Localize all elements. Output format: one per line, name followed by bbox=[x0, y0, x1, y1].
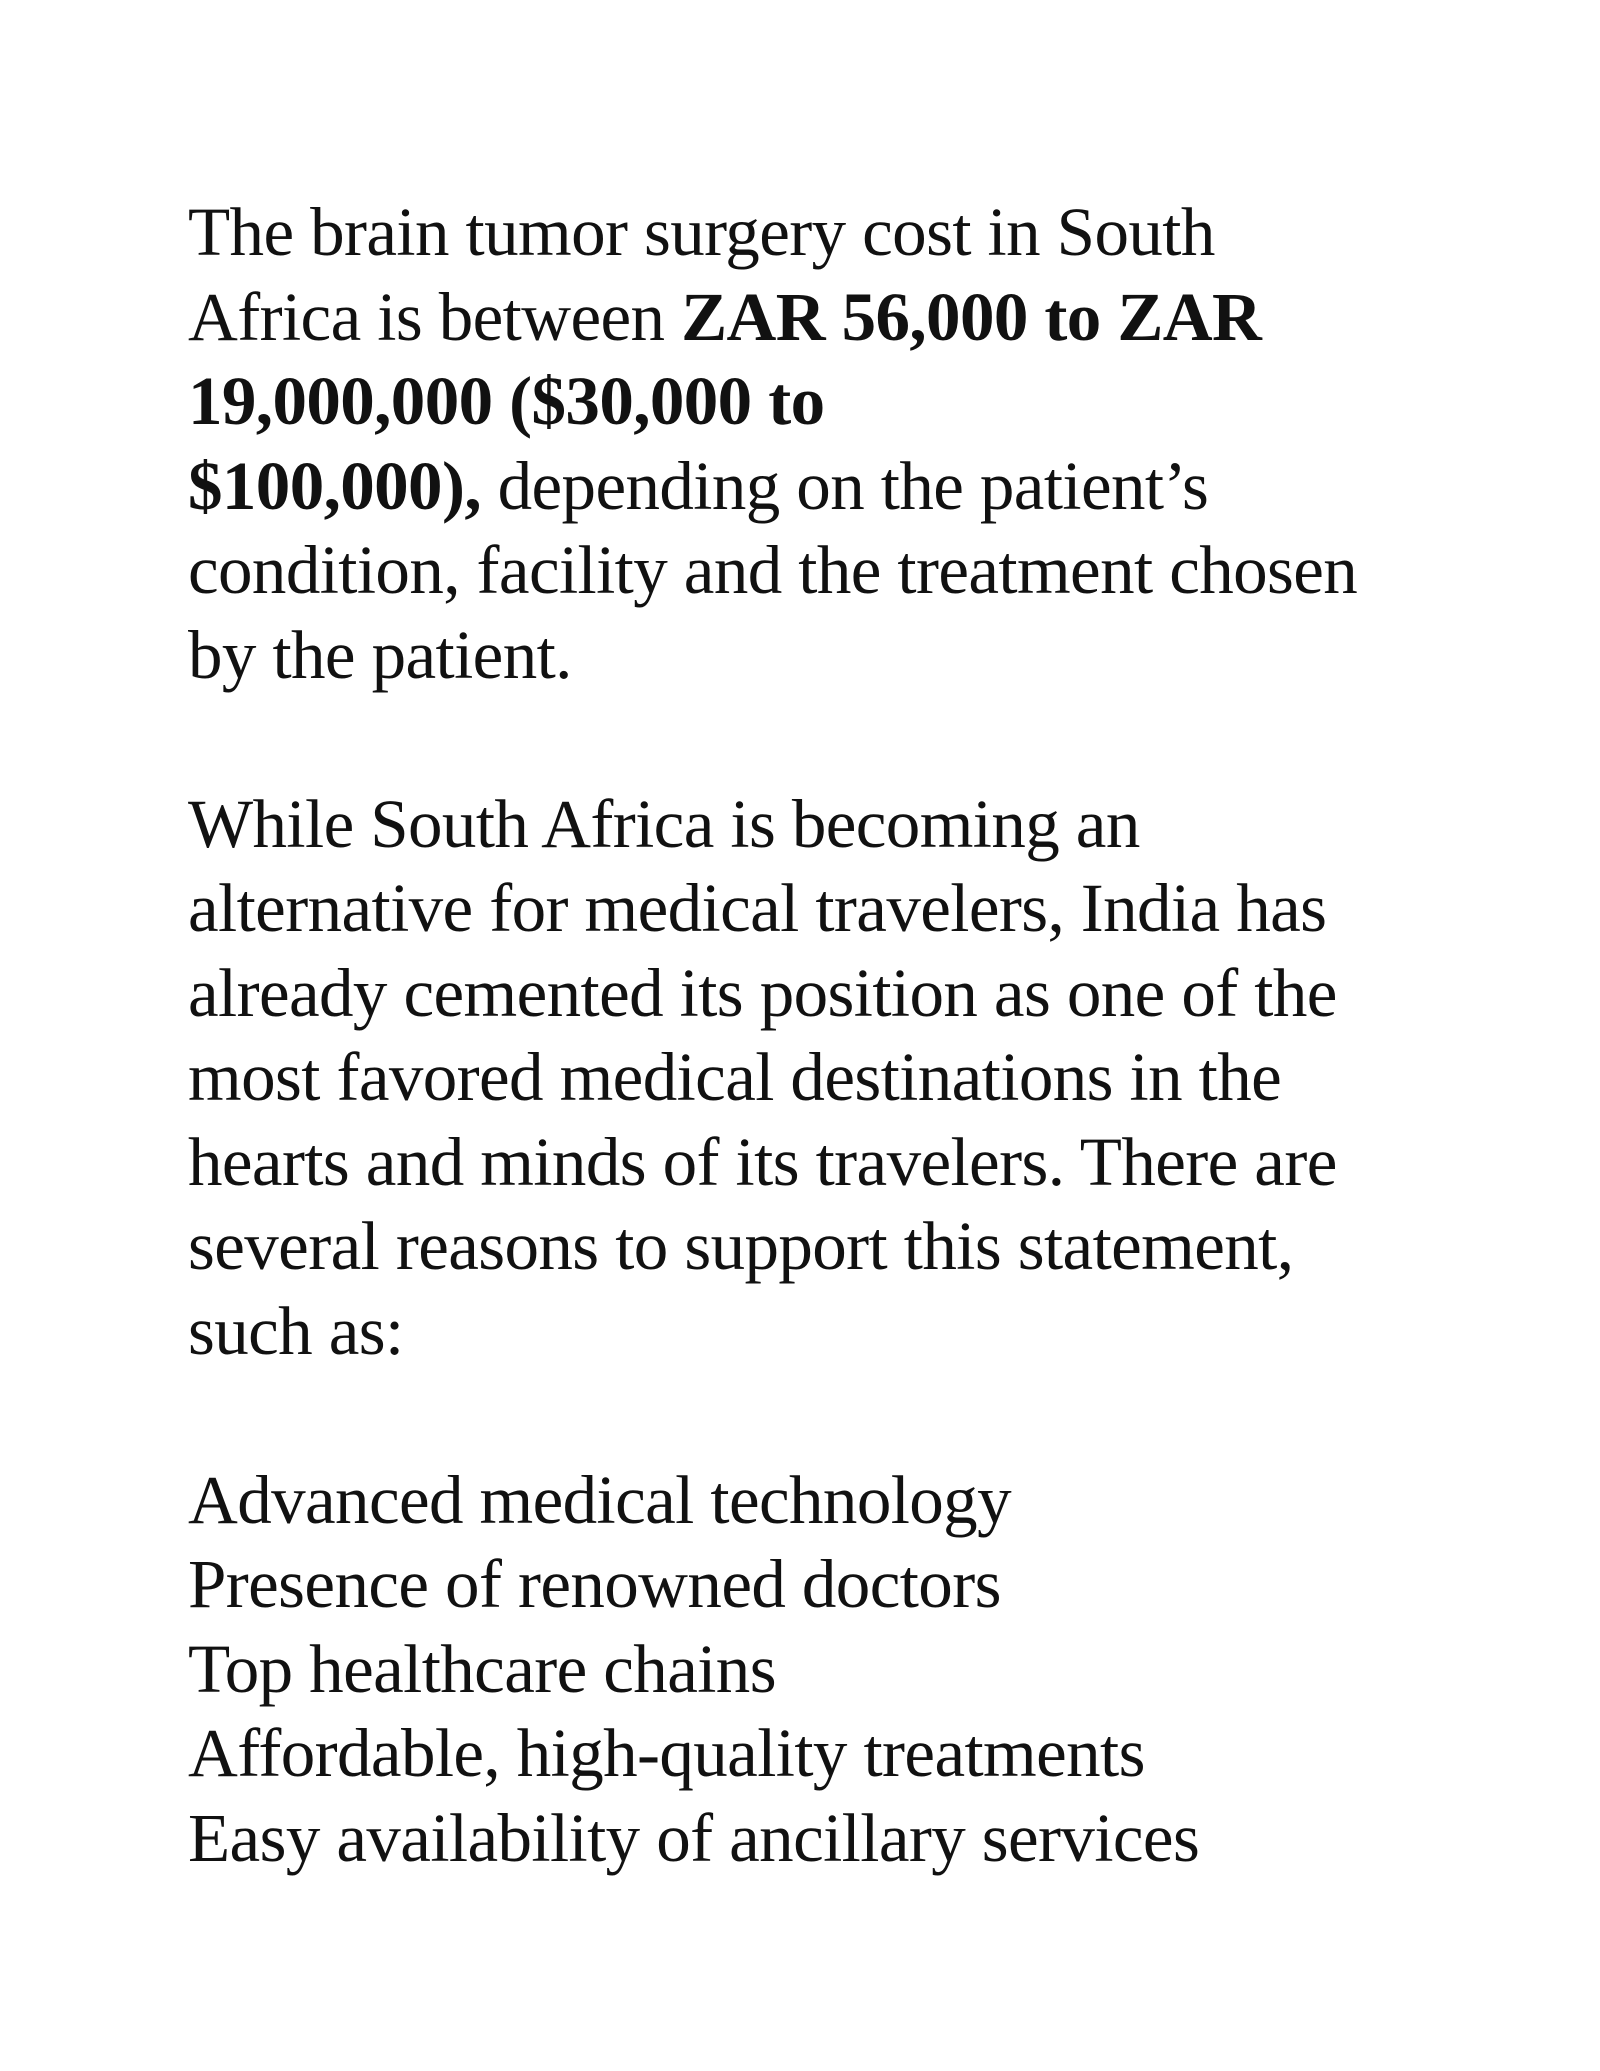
cost-line-4 bbox=[188, 444, 1488, 529]
cost-line-2 bbox=[188, 275, 1488, 360]
cost-line-5: condition, facility and the treatment chosen bbox=[188, 532, 1358, 608]
list-item: Presence of renowned doctors bbox=[188, 1546, 1001, 1622]
paragraph-spacer bbox=[188, 1373, 1488, 1458]
document-page bbox=[188, 190, 1488, 1880]
india-line-2: alternative for medical travelers, India has bbox=[188, 870, 1327, 946]
india-line-7: such as: bbox=[188, 1292, 404, 1369]
list-item: Top healthcare chains bbox=[188, 1630, 776, 1707]
cost-line-1: The brain tumor surgery cost in South bbox=[188, 194, 1215, 270]
cost-line-2-text: Africa is between bbox=[188, 278, 682, 355]
india-line-4: most favored medical destinations in the bbox=[188, 1039, 1282, 1115]
list-item: Affordable, high-quality treatments bbox=[188, 1715, 1145, 1791]
cost-line-6: by the patient. bbox=[188, 616, 572, 693]
list-item: Easy availability of ancillary services bbox=[188, 1799, 1200, 1876]
india-line-3: already cemented its position as one of the bbox=[188, 954, 1337, 1031]
cost-range-bold-3: $100,000), bbox=[188, 447, 481, 524]
india-line-5: hearts and minds of its travelers. There are bbox=[188, 1123, 1337, 1200]
cost-paragraph bbox=[188, 190, 1488, 697]
india-paragraph bbox=[188, 782, 1488, 1374]
cost-range-bold-1: ZAR 56,000 to ZAR bbox=[681, 278, 1262, 355]
india-line-1: While South Africa is becoming an bbox=[188, 785, 1140, 862]
list-item: Advanced medical technology bbox=[188, 1461, 1011, 1538]
cost-line-4-text: depending on the patient’s bbox=[480, 447, 1209, 524]
paragraph-spacer bbox=[188, 697, 1488, 782]
reasons-list bbox=[188, 1458, 1488, 1881]
cost-line-3 bbox=[188, 359, 1488, 444]
india-line-6: several reasons to support this statement, bbox=[188, 1208, 1294, 1284]
cost-range-bold-2: 19,000,000 ($30,000 to bbox=[188, 363, 825, 439]
